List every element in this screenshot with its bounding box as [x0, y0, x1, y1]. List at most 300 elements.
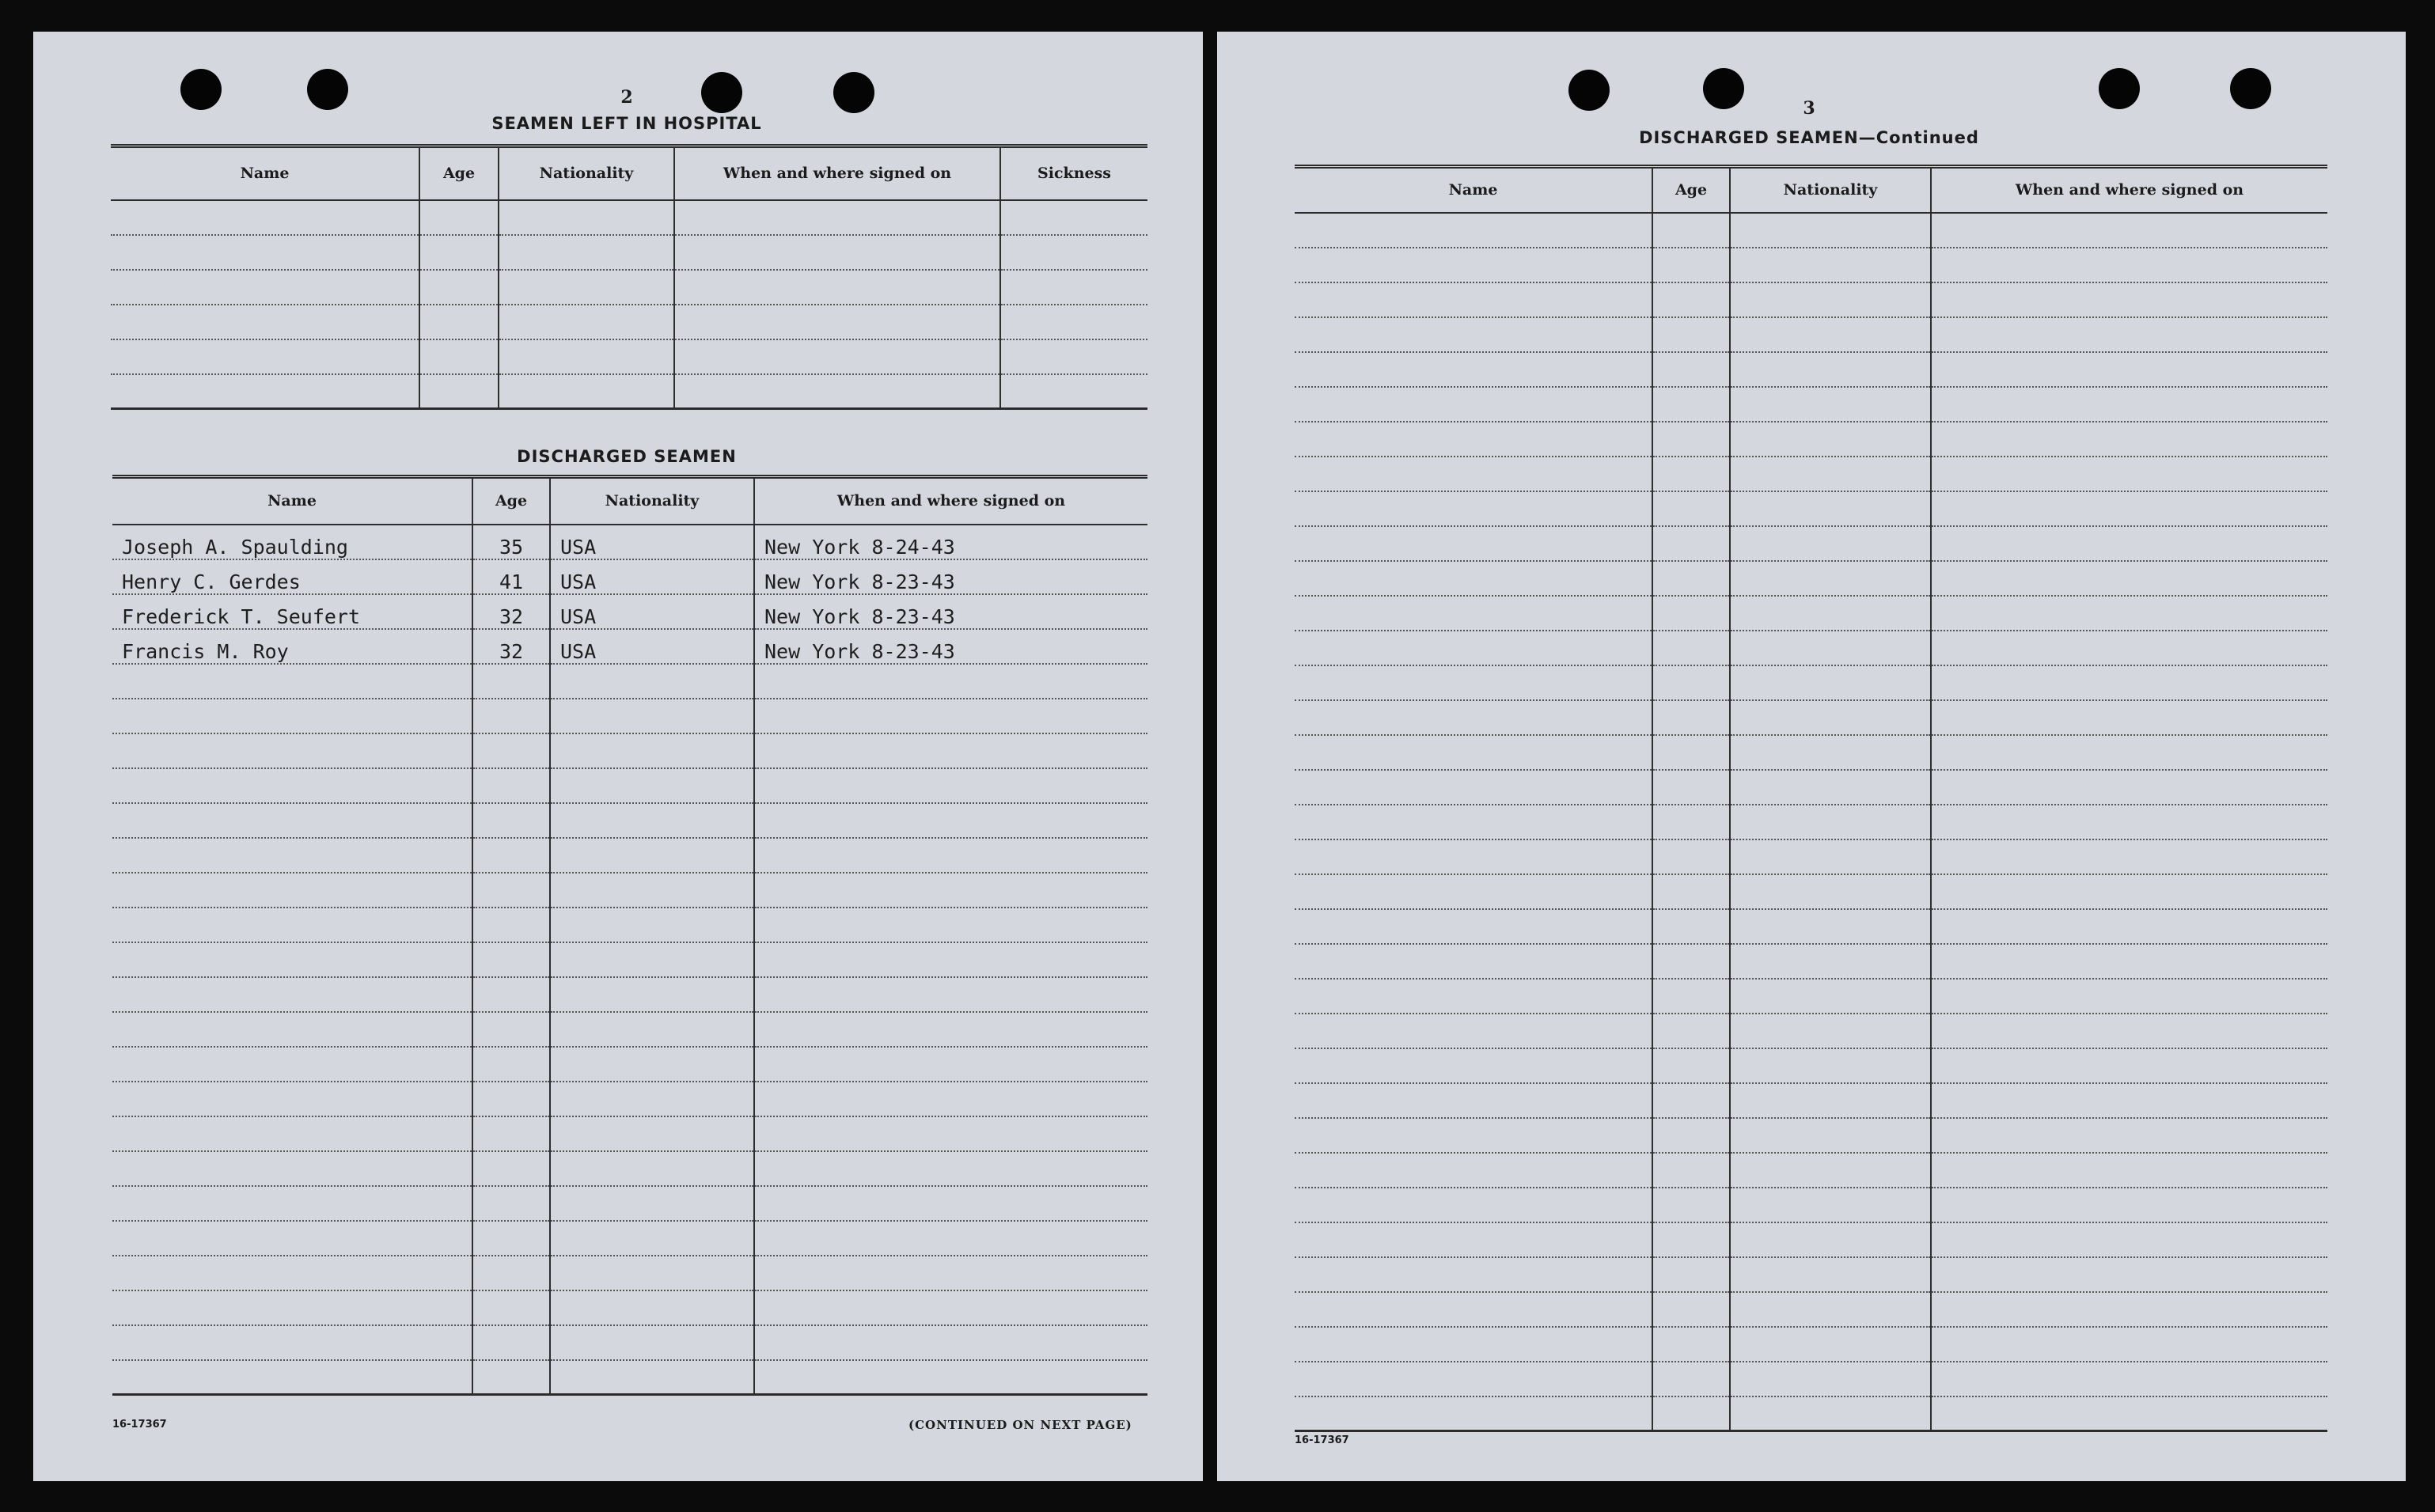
cell-sickness [1000, 339, 1147, 374]
cell-nationality [550, 1325, 754, 1360]
cell-age [1652, 735, 1730, 770]
cell-nationality [1730, 561, 1931, 596]
cell-signed_on [1931, 1118, 2327, 1153]
cell-nationality [550, 768, 754, 803]
cell-name [1295, 596, 1652, 631]
table-row [112, 664, 1147, 699]
punch-hole [1703, 68, 1744, 109]
table-row [1295, 700, 2327, 735]
punch-hole [307, 69, 348, 110]
cell-name [111, 305, 419, 339]
cell-name [112, 873, 472, 908]
table-row [1295, 631, 2327, 665]
cell-signed_on [754, 664, 1147, 699]
discharged-continued-title: DISCHARGED SEAMEN—Continued [1639, 128, 1979, 147]
cell-name [1295, 700, 1652, 735]
cell-signed_on [1931, 1222, 2327, 1257]
cell-nationality [1730, 1118, 1931, 1153]
cell-age [1652, 457, 1730, 491]
cell-nationality [550, 664, 754, 699]
cell-name: Joseph A. Spaulding [112, 525, 472, 559]
col-header-sickness: Sickness [1000, 146, 1147, 200]
cell-age [419, 339, 499, 374]
cell-age [419, 200, 499, 235]
cell-signed_on [1931, 1257, 2327, 1292]
cell-nationality [550, 733, 754, 768]
cell-nationality [1730, 909, 1931, 944]
cell-signed_on [674, 235, 1000, 270]
col-header-name: Name [111, 146, 419, 200]
cell-signed_on [1931, 909, 2327, 944]
cell-nationality [499, 339, 674, 374]
cell-nationality [1730, 1188, 1931, 1222]
cell-signed_on [1931, 457, 2327, 491]
cell-signed_on [754, 1360, 1147, 1395]
table-row [1295, 1153, 2327, 1188]
table-row [1295, 491, 2327, 526]
cell-name [1295, 874, 1652, 909]
cell-signed_on [754, 1186, 1147, 1221]
cell-nationality [1730, 317, 1931, 352]
cell-age [472, 803, 550, 838]
cell-name [1295, 909, 1652, 944]
cell-nationality [1730, 1014, 1931, 1048]
cell-age [419, 305, 499, 339]
cell-age [1652, 317, 1730, 352]
cell-name [111, 270, 419, 305]
cell-age [1652, 213, 1730, 248]
cell-name [112, 1012, 472, 1047]
col-header-nationality: Nationality [499, 146, 674, 200]
form-number: 16-17367 [112, 1419, 167, 1431]
cell-signed_on [1931, 491, 2327, 526]
cell-name [112, 1221, 472, 1256]
cell-nationality [1730, 874, 1931, 909]
cell-age [1652, 1188, 1730, 1222]
cell-nationality [1730, 735, 1931, 770]
cell-nationality [1730, 352, 1931, 387]
table-row [1295, 1327, 2327, 1362]
cell-sickness [1000, 235, 1147, 270]
cell-sickness [1000, 374, 1147, 409]
cell-name [1295, 839, 1652, 874]
cell-signed_on [1931, 1014, 2327, 1048]
cell-signed_on [1931, 839, 2327, 874]
table-row [1295, 457, 2327, 491]
cell-age [1652, 387, 1730, 422]
cell-nationality [1730, 596, 1931, 631]
cell-nationality [550, 1082, 754, 1116]
cell-signed_on [1931, 248, 2327, 282]
table-row [112, 1290, 1147, 1325]
table-row [1295, 1188, 2327, 1222]
col-header-age: Age [419, 146, 499, 200]
cell-name [1295, 770, 1652, 805]
cell-nationality [550, 873, 754, 908]
cell-nationality [1730, 1048, 1931, 1083]
table-row [112, 733, 1147, 768]
cell-name [1295, 317, 1652, 352]
table-row [111, 200, 1147, 235]
table-row [112, 1256, 1147, 1290]
cell-name [112, 908, 472, 942]
cell-nationality [1730, 1257, 1931, 1292]
cell-signed_on [1931, 770, 2327, 805]
cell-name [112, 664, 472, 699]
cell-age [472, 1082, 550, 1116]
page-number: 2 [620, 87, 633, 108]
cell-nationality [550, 1360, 754, 1395]
cell-signed_on [754, 908, 1147, 942]
cell-name [1295, 631, 1652, 665]
cell-age [1652, 352, 1730, 387]
cell-signed_on [1931, 700, 2327, 735]
cell-age [1652, 874, 1730, 909]
cell-signed_on [674, 305, 1000, 339]
cell-nationality [1730, 422, 1931, 457]
cell-age [472, 1256, 550, 1290]
page-number: 3 [1803, 98, 1815, 119]
cell-signed_on [674, 270, 1000, 305]
cell-name [1295, 561, 1652, 596]
cell-name [1295, 1014, 1652, 1048]
col-header-nationality: Nationality [1730, 167, 1931, 213]
cell-age [472, 873, 550, 908]
col-header-age: Age [472, 477, 550, 525]
discharged-continued-table [1295, 165, 2327, 1432]
cell-signed_on [1931, 387, 2327, 422]
table-row [1295, 561, 2327, 596]
table-row [1295, 422, 2327, 457]
cell-name [112, 1082, 472, 1116]
cell-name [1295, 805, 1652, 839]
cell-signed_on [754, 838, 1147, 873]
cell-age [472, 1290, 550, 1325]
cell-age [419, 374, 499, 409]
cell-age [1652, 805, 1730, 839]
cell-name [1295, 1327, 1652, 1362]
cell-name [111, 200, 419, 235]
cell-name [112, 699, 472, 733]
cell-age [1652, 422, 1730, 457]
cell-nationality [550, 803, 754, 838]
table-row [111, 235, 1147, 270]
cell-nationality: USA [550, 525, 754, 559]
cell-name [1295, 1048, 1652, 1083]
table-row [112, 1360, 1147, 1395]
cell-age [1652, 596, 1730, 631]
cell-nationality [1730, 457, 1931, 491]
cell-signed_on [1931, 944, 2327, 979]
cell-age [1652, 1327, 1730, 1362]
cell-nationality [550, 942, 754, 977]
cell-name [111, 374, 419, 409]
table-row [1295, 248, 2327, 282]
table-row [1295, 665, 2327, 700]
cell-age [472, 699, 550, 733]
cell-signed_on: New York 8-23-43 [754, 629, 1147, 664]
cell-nationality [550, 1047, 754, 1082]
cell-name [112, 977, 472, 1012]
cell-age [1652, 1292, 1730, 1327]
cell-age [1652, 665, 1730, 700]
cell-signed_on [1931, 422, 2327, 457]
table-row [1295, 1014, 2327, 1048]
form-number: 16-17367 [1295, 1434, 1349, 1446]
cell-name [112, 1290, 472, 1325]
table-row [1295, 874, 2327, 909]
cell-signed_on [1931, 979, 2327, 1014]
table-row [1295, 770, 2327, 805]
table-row [112, 942, 1147, 977]
cell-signed_on [1931, 1327, 2327, 1362]
cell-name [1295, 665, 1652, 700]
cell-age [472, 977, 550, 1012]
cell-name: Francis M. Roy [112, 629, 472, 664]
cell-signed_on [1931, 1048, 2327, 1083]
cell-signed_on [754, 1325, 1147, 1360]
cell-signed_on [674, 339, 1000, 374]
cell-age [1652, 1396, 1730, 1431]
table-row [111, 270, 1147, 305]
cell-age [1652, 1083, 1730, 1118]
cell-nationality [550, 1256, 754, 1290]
cell-nationality [1730, 700, 1931, 735]
cell-nationality [550, 977, 754, 1012]
table-row [112, 1325, 1147, 1360]
cell-signed_on [754, 803, 1147, 838]
table-row [112, 1186, 1147, 1221]
cell-age [472, 1360, 550, 1395]
cell-age [1652, 248, 1730, 282]
cell-age [472, 1116, 550, 1151]
cell-nationality [499, 270, 674, 305]
cell-name [1295, 1222, 1652, 1257]
table-row [1295, 839, 2327, 874]
continued-note: (CONTINUED ON NEXT PAGE) [908, 1418, 1132, 1432]
table-row [111, 305, 1147, 339]
cell-nationality [1730, 213, 1931, 248]
cell-nationality [1730, 770, 1931, 805]
cell-age [472, 664, 550, 699]
table-row [1295, 909, 2327, 944]
cell-nationality [1730, 387, 1931, 422]
col-header-signed-on: When and where signed on [754, 477, 1147, 525]
cell-nationality [1730, 1222, 1931, 1257]
cell-signed_on: New York 8-23-43 [754, 559, 1147, 594]
cell-nationality [1730, 805, 1931, 839]
cell-name: Frederick T. Seufert [112, 594, 472, 629]
cell-signed_on [1931, 874, 2327, 909]
punch-hole [2230, 68, 2271, 109]
cell-name: Henry C. Gerdes [112, 559, 472, 594]
cell-signed_on [1931, 735, 2327, 770]
cell-signed_on [754, 1082, 1147, 1116]
cell-age [1652, 491, 1730, 526]
cell-name [112, 1151, 472, 1186]
cell-signed_on [1931, 1362, 2327, 1396]
punch-hole [2099, 68, 2140, 109]
cell-age [472, 1151, 550, 1186]
cell-name [112, 1116, 472, 1151]
cell-age [1652, 1118, 1730, 1153]
cell-sickness [1000, 270, 1147, 305]
col-header-nationality: Nationality [550, 477, 754, 525]
cell-age [1652, 979, 1730, 1014]
cell-name [112, 838, 472, 873]
cell-sickness [1000, 305, 1147, 339]
cell-name [1295, 944, 1652, 979]
cell-nationality [1730, 1362, 1931, 1396]
cell-name [112, 768, 472, 803]
cell-signed_on [674, 200, 1000, 235]
cell-signed_on [754, 1047, 1147, 1082]
cell-signed_on [1931, 282, 2327, 317]
cell-signed_on [754, 1256, 1147, 1290]
cell-age [472, 942, 550, 977]
cell-age [1652, 700, 1730, 735]
cell-age [1652, 1014, 1730, 1048]
punch-hole [701, 72, 742, 113]
cell-nationality [1730, 1292, 1931, 1327]
cell-nationality [1730, 1083, 1931, 1118]
cell-signed_on [674, 374, 1000, 409]
cell-signed_on [754, 1221, 1147, 1256]
cell-signed_on [754, 733, 1147, 768]
cell-age: 32 [472, 594, 550, 629]
cell-signed_on [754, 1290, 1147, 1325]
cell-name [112, 803, 472, 838]
cell-nationality [1730, 665, 1931, 700]
cell-age [1652, 770, 1730, 805]
cell-name [112, 942, 472, 977]
cell-age [419, 235, 499, 270]
table-row [1295, 352, 2327, 387]
cell-age [1652, 944, 1730, 979]
table-row [112, 1047, 1147, 1082]
cell-nationality [550, 838, 754, 873]
col-header-name: Name [112, 477, 472, 525]
cell-age [1652, 1048, 1730, 1083]
cell-name [111, 235, 419, 270]
cell-signed_on [1931, 805, 2327, 839]
cell-signed_on [1931, 561, 2327, 596]
cell-name [1295, 1257, 1652, 1292]
table-row [1295, 387, 2327, 422]
cell-nationality [1730, 944, 1931, 979]
cell-signed_on [1931, 1188, 2327, 1222]
cell-name [1295, 352, 1652, 387]
cell-nationality [1730, 1396, 1931, 1431]
cell-signed_on [754, 1151, 1147, 1186]
cell-age [472, 1221, 550, 1256]
cell-age [1652, 1153, 1730, 1188]
table-row [112, 559, 1147, 594]
table-row [1295, 1257, 2327, 1292]
table-row [1295, 944, 2327, 979]
cell-nationality [1730, 526, 1931, 561]
cell-age [472, 908, 550, 942]
cell-sickness [1000, 200, 1147, 235]
cell-signed_on [1931, 526, 2327, 561]
cell-signed_on [754, 699, 1147, 733]
cell-signed_on [1931, 213, 2327, 248]
cell-age [1652, 1362, 1730, 1396]
table-row [111, 339, 1147, 374]
cell-nationality [499, 200, 674, 235]
table-row [112, 1012, 1147, 1047]
cell-name [1295, 213, 1652, 248]
cell-signed_on [1931, 631, 2327, 665]
punch-hole [833, 72, 874, 113]
cell-nationality [550, 908, 754, 942]
cell-age [1652, 909, 1730, 944]
cell-signed_on [1931, 1396, 2327, 1431]
cell-age [472, 768, 550, 803]
cell-age [472, 1012, 550, 1047]
cell-name [1295, 1118, 1652, 1153]
cell-name [1295, 282, 1652, 317]
cell-age [1652, 1257, 1730, 1292]
cell-name [1295, 526, 1652, 561]
cell-name [1295, 735, 1652, 770]
table-row [1295, 526, 2327, 561]
table-row [112, 525, 1147, 559]
discharged-table [112, 475, 1147, 1396]
cell-age [1652, 839, 1730, 874]
right-form-page [1217, 32, 2406, 1481]
cell-age [1652, 561, 1730, 596]
cell-nationality [550, 1012, 754, 1047]
cell-nationality [1730, 282, 1931, 317]
table-row [1295, 282, 2327, 317]
cell-signed_on [754, 1116, 1147, 1151]
cell-nationality [1730, 1327, 1931, 1362]
table-row [112, 629, 1147, 664]
cell-nationality: USA [550, 594, 754, 629]
cell-nationality [550, 1186, 754, 1221]
cell-name [112, 733, 472, 768]
cell-signed_on: New York 8-24-43 [754, 525, 1147, 559]
cell-name [1295, 248, 1652, 282]
cell-nationality [550, 699, 754, 733]
table-row [112, 768, 1147, 803]
table-row [1295, 1083, 2327, 1118]
cell-nationality [550, 1290, 754, 1325]
left-form-page [33, 32, 1203, 1481]
cell-signed_on [1931, 1153, 2327, 1188]
punch-hole [1568, 70, 1610, 111]
table-row [112, 1082, 1147, 1116]
cell-name [1295, 979, 1652, 1014]
cell-signed_on [754, 768, 1147, 803]
cell-signed_on: New York 8-23-43 [754, 594, 1147, 629]
cell-nationality [1730, 491, 1931, 526]
discharged-section-title: DISCHARGED SEAMEN [517, 447, 737, 466]
cell-age [472, 1186, 550, 1221]
col-header-signed-on: When and where signed on [674, 146, 1000, 200]
cell-nationality: USA [550, 559, 754, 594]
cell-nationality [550, 1151, 754, 1186]
table-row [112, 838, 1147, 873]
col-header-age: Age [1652, 167, 1730, 213]
table-row [1295, 805, 2327, 839]
cell-signed_on [1931, 1292, 2327, 1327]
cell-name [112, 1360, 472, 1395]
cell-nationality: USA [550, 629, 754, 664]
cell-name [1295, 1083, 1652, 1118]
cell-name [1295, 457, 1652, 491]
